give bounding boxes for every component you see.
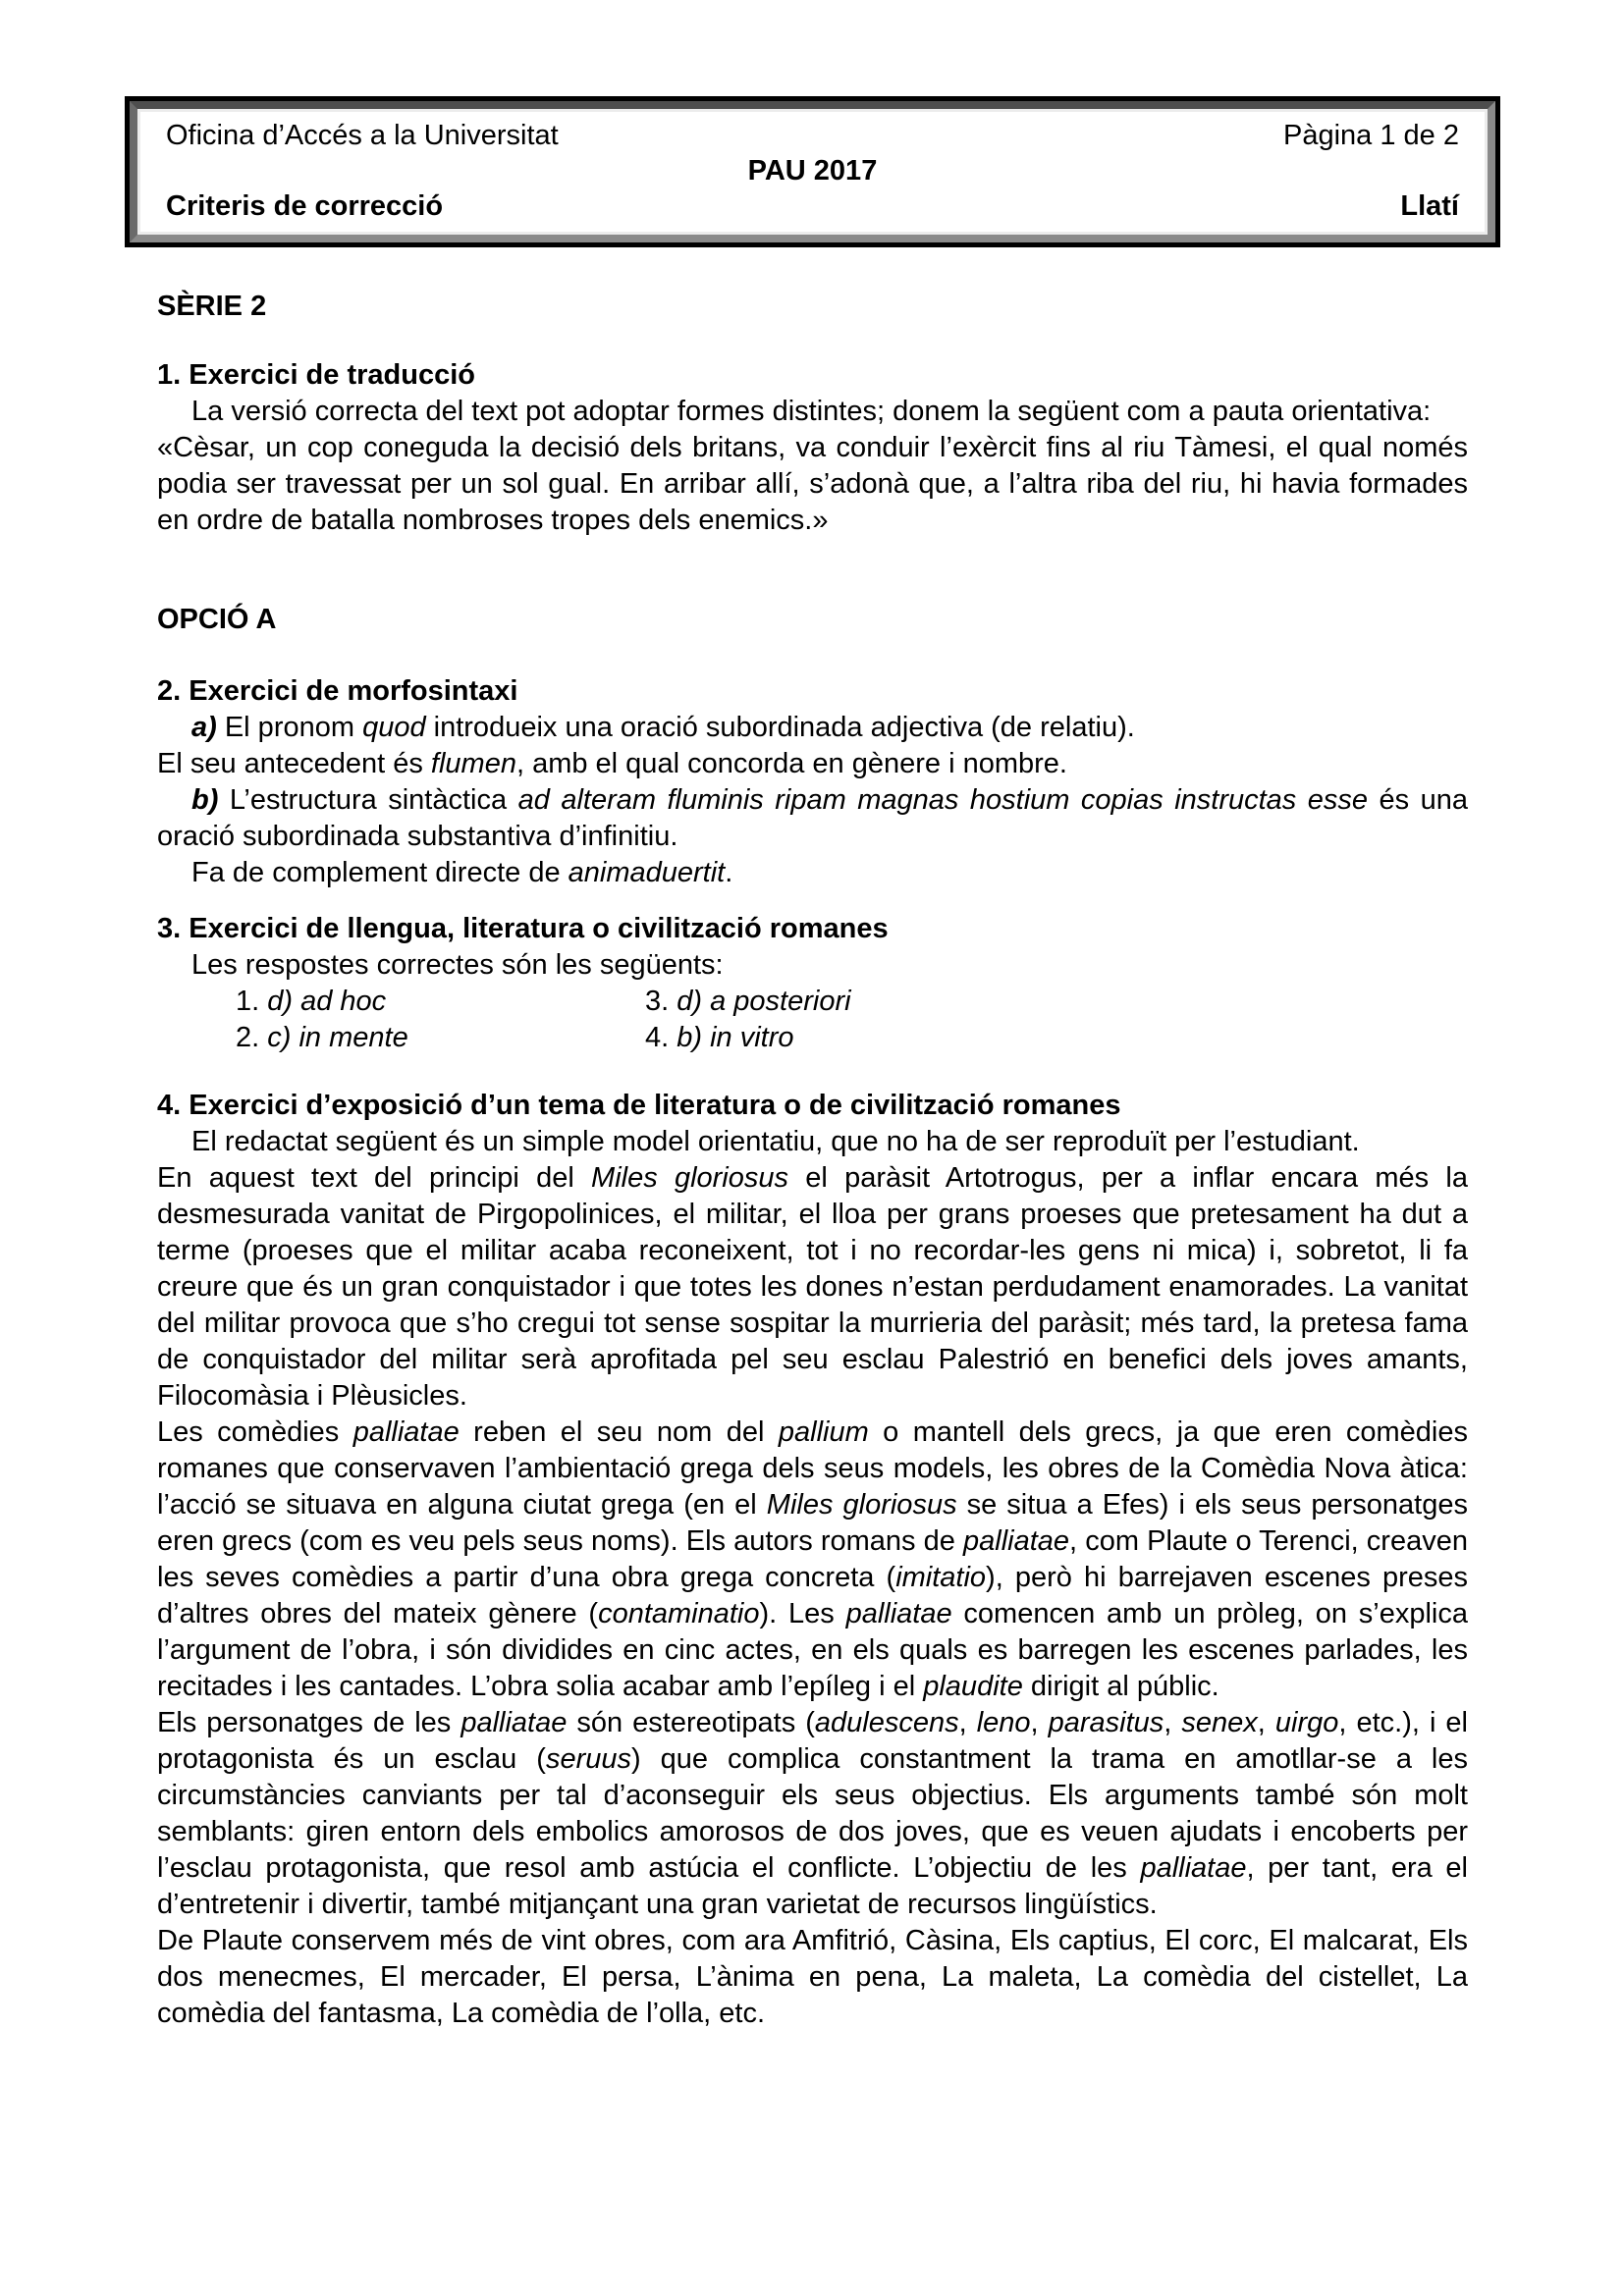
section2-answer-b-continued: Fa de complement directe de animaduertit. [191, 857, 733, 888]
answer-item-2: 2. c) in mente [236, 1022, 408, 1053]
section4-paragraph-1: En aquest text del principi del Miles gloriosus el paràsit Artotrogus, per a inflar encara més la desmesurada vanitat de Pirgopolinices, el militar, el lloa per grans proeses que pretesament ha dut a terme (proeses que el militar acaba reconeixent, tot i no recordar-les gens ni mica) i, sobretot, li fa creure que és un gran conquistador i que totes les dones n’estan perdudament enamorades. La vanitat del militar provoca que s’ho cregui tot sense sospitar la murrieria del paràsit; més tard, la pretesa fama de conquistador del militar serà aprofitada pel seu esclau Palestrió en benefici dels joves amants, Filocomàsia i Plèusicles. [157, 1162, 1468, 1412]
section3-heading: 3. Exercici de llengua, literatura o civilització romanes [157, 913, 889, 944]
section2-answer-b: b) L’estructura sintàctica ad alteram fluminis ripam magnas hostium copias instructas esse és una oració subordinada substantiva d’infinitiu. [157, 784, 1468, 852]
answer-row [236, 1020, 1468, 1056]
answer-item-3: 3. d) a posteriori [645, 986, 851, 1017]
answers-list [236, 984, 1468, 1056]
header-row-bottom [166, 188, 1459, 224]
answer-item-4: 4. b) in vitro [645, 1022, 794, 1053]
exam-title: PAU 2017 [747, 155, 878, 187]
section2-answer-a-continued: El seu antecedent és flumen, amb el qual concorda en gènere i nombre. [157, 748, 1067, 779]
section4-paragraph-2: Les comèdies palliatae reben el seu nom del pallium o mantell dels grecs, ja que eren comèdies romanes que conservaven l’ambientació grega dels seus models, les obres de la Comèdia Nova àtica: l’acció se situava en alguna ciutat grega (en el Miles gloriosus se situa a Efes) i els seus personatges eren grecs (com es veu pels seus noms). Els autors romans de palliatae, com Plaute o Terenci, creaven les seves comèdies a partir d’una obra grega concreta (imitatio), però hi barrejaven escenes preses d’altres obres del mateix gènere (contaminatio). Les palliatae comencen amb un pròleg, on s’explica l’argument de l’obra, i són dividides en cinc actes, en els quals es barregen les escenes parlades, les recitades i les cantades. L’obra solia acabar amb l’epíleg i el plaudite dirigit al públic. [157, 1416, 1469, 1702]
section2-answer-a: a) El pronom quod introdueix una oració subordinada adjectiva (de relatiu). [191, 712, 1135, 743]
header-box [125, 96, 1500, 247]
page-indicator: Pàgina 1 de 2 [1283, 120, 1459, 151]
subject-name: Llatí [1400, 190, 1459, 222]
header-box-frame [130, 101, 1495, 242]
section3-intro: Les respostes correctes són les següents: [191, 949, 724, 981]
section4-paragraph-3: Els personatges de les palliatae són estereotipats (adulescens, leno, parasitus, senex, uirgo, etc.), i el protagonista és un esclau (seruus) que complica constantment la trama en amotllar-se a les circumstàncies canviants per tal d’aconseguir els seus objectius. Els arguments també són molt semblants: giren entorn dels embolics amorosos de dos joves, que es veuen ajudats i encoberts per l’esclau protagonista, que resol amb astúcia el conflicte. L’objectiu de les palliatae, per tant, era el d’entretenir i divertir, també mitjançant una gran varietat de recursos lingüístics. [157, 1707, 1469, 1920]
doc-type-title: Criteris de correcció [166, 190, 444, 222]
section1-heading: 1. Exercici de traducció [157, 359, 475, 391]
section4-heading: 4. Exercici d’exposició d’un tema de literatura o de civilització romanes [157, 1090, 1121, 1121]
series-title: SÈRIE 2 [157, 291, 267, 322]
answer-item-1: 1. d) ad hoc [236, 986, 387, 1017]
header-row-middle [166, 153, 1459, 188]
section4-intro: El redactat següent és un simple model orientatiu, que no ha de ser reproduït per l’estudiant. [191, 1126, 1360, 1157]
section2-heading: 2. Exercici de morfosintaxi [157, 675, 518, 707]
office-name: Oficina d’Accés a la Universitat [166, 120, 559, 151]
header-row-top [166, 118, 1459, 153]
option-a-title: OPCIÓ A [157, 604, 277, 635]
section1-intro: La versió correcta del text pot adoptar formes distintes; donem la següent com a pauta orientativa: [191, 396, 1432, 427]
header-box-inner [137, 109, 1488, 235]
section1-translation-quote: «Cèsar, un cop coneguda la decisió dels britans, va conduir l’exèrcit fins al riu Tàmesi, el qual només podia ser travessat per un sol gual. En arribar allí, s’adonà que, a l’altra riba del riu, hi havia formades en ordre de batalla nombroses tropes dels enemics.» [157, 432, 1468, 536]
answer-row [236, 984, 1468, 1020]
section4-paragraph-4: De Plaute conservem més de vint obres, com ara Amfitrió, Càsina, Els captius, El corc, El malcarat, Els dos menecmes, El mercader, El persa, L’ànima en pena, La maleta, La comèdia del cistellet, La comèdia del fantasma, La comèdia de l’olla, etc. [157, 1925, 1468, 2029]
